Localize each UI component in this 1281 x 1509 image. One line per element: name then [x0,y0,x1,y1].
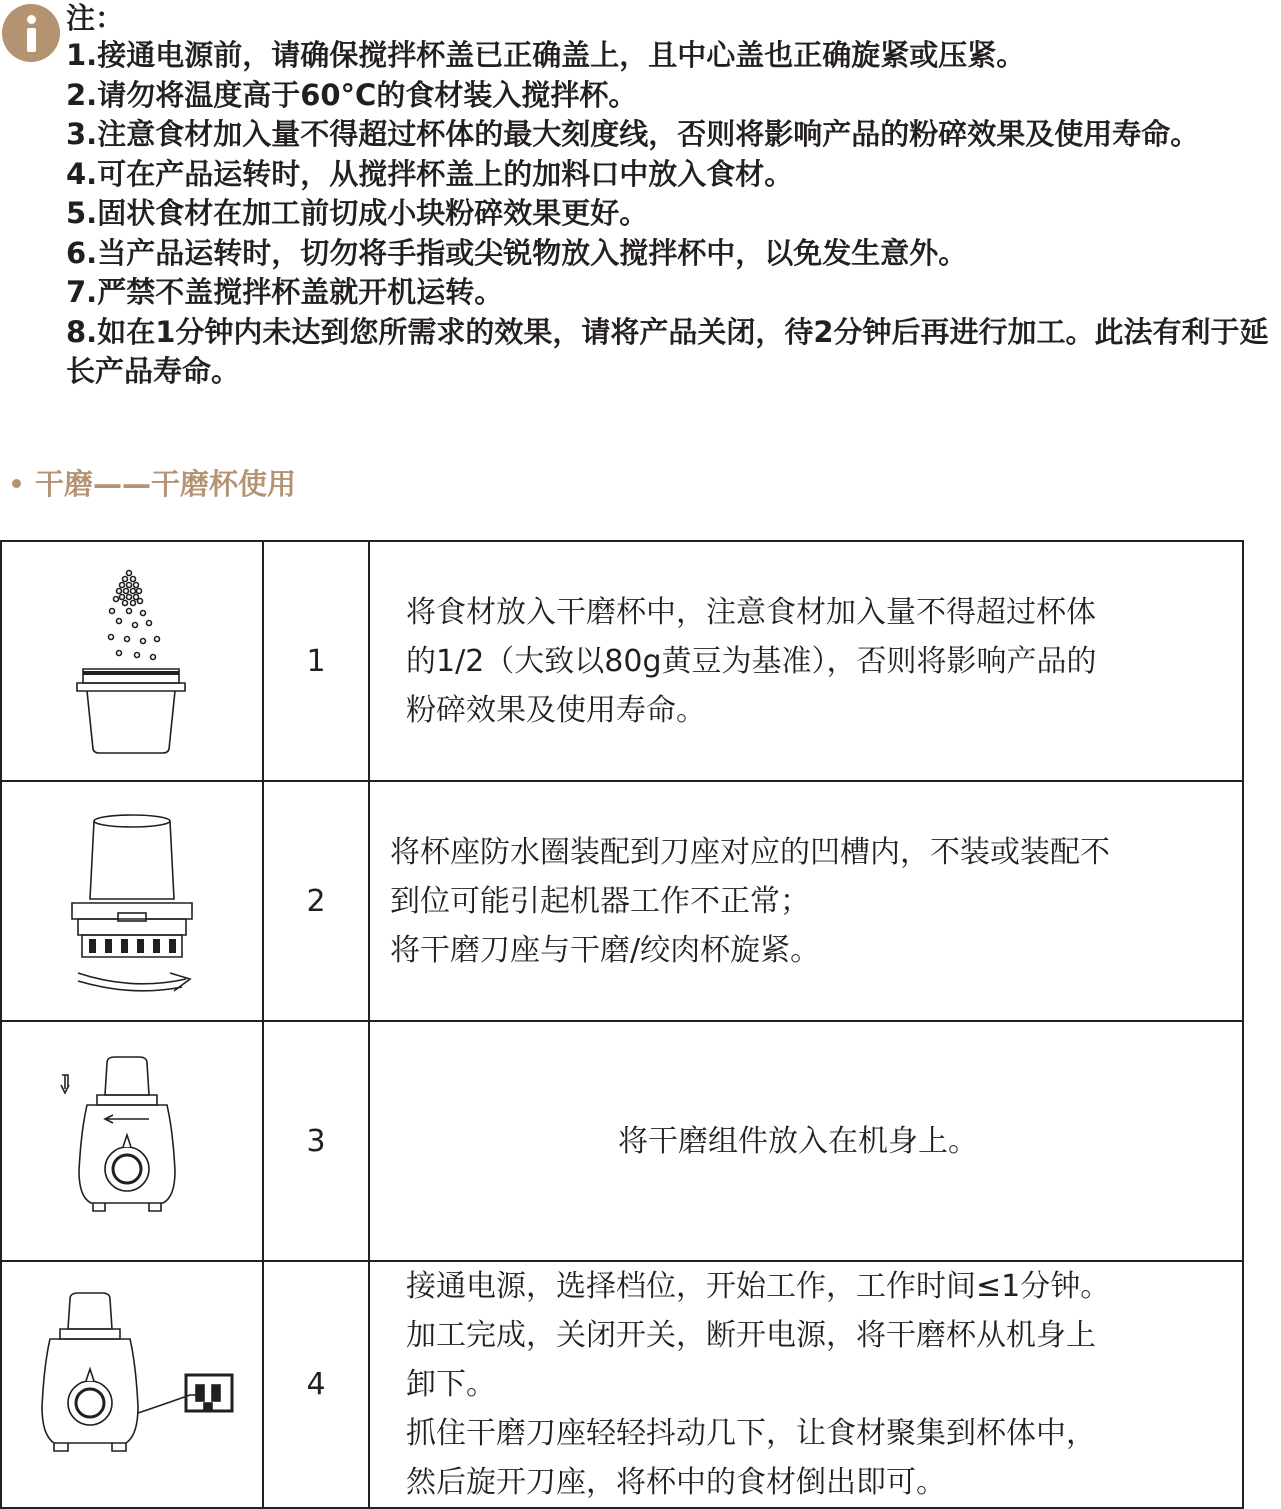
step-illustration [1,541,263,781]
bullet-icon [12,479,21,488]
note-item: 1.接通电源前，请确保搅拌杯盖已正确盖上，且中心盖也正确旋紧或压紧。 [66,38,1026,72]
cup-twist-base-icon [62,801,202,1001]
note-item: 3.注意食材加入量不得超过杯体的最大刻度线，否则将影响产品的粉碎效果及使用寿命。 [66,117,1200,151]
step-description [369,1021,1243,1261]
beans-into-cup-icon [67,561,197,761]
step-number: 2 [263,781,369,1021]
step-text-line: 将杯座防水圈装配到刀座对应的凹槽内，不装或装配不 [390,834,1110,870]
note-item: 8.如在1分钟内未达到您所需求的效果，请将产品关闭，待2分钟后再进行加工。此法有利于延长产品寿命。 [66,314,1269,388]
step-text-line: 将食材放入干磨杯中，注意食材加入量不得超过杯体 [406,594,1096,630]
info-icon [2,4,60,62]
step-illustration [1,1261,263,1508]
note-item: 7.严禁不盖搅拌杯盖就开机运转。 [66,275,504,309]
step-text-line: 到位可能引起机器工作不正常； [390,883,810,919]
note-item: 6.当产品运转时，切勿将手指或尖锐物放入搅拌杯中，以免发生意外。 [66,235,968,270]
step-text-line: 然后旋开刀座，将杯中的食材倒出即可。 [406,1465,946,1500]
step-text-line: 将干磨刀座与干磨/绞肉杯旋紧。 [390,932,821,968]
step-text-line: 加工完成，关闭开关，断开电源，将干磨杯从机身上 [406,1318,1096,1353]
step-number: 1 [263,541,369,781]
step-text-line: 抓住干磨刀座轻轻抖动几下，让食材聚集到杯体中， [406,1416,1096,1451]
section-title [12,464,296,504]
table-row [1,1021,1243,1261]
step-illustration [1,1021,263,1261]
step-illustration [1,781,263,1021]
step-description [369,1261,1243,1508]
step-text-line: 的1/2（大致以80g黄豆为基准），否则将影响产品的 [406,643,1097,679]
step-text-line: 接通电源，选择档位，开始工作，工作时间≤1分钟。 [406,1269,1111,1304]
table-row [1,541,1243,781]
plug-in-icon [22,1285,242,1485]
table-row [1,1261,1243,1508]
step-description [369,781,1243,1021]
steps-table [0,540,1244,1509]
note-item: 5.固状食材在加工前切成小块粉碎效果更好。 [66,196,649,230]
table-row [1,781,1243,1021]
step-text-line: 粉碎效果及使用寿命。 [406,692,706,728]
step-text-line: 将干磨组件放入在机身上。 [618,1123,978,1159]
step-text-line: 卸下。 [406,1367,496,1402]
notes-block [66,0,1278,392]
place-on-body-icon [57,1041,207,1241]
step-number: 4 [263,1261,369,1508]
notes-title: 注： [66,1,125,35]
step-description [369,541,1243,781]
step-number: 3 [263,1021,369,1261]
note-item: 2.请勿将温度高于60°C的食材装入搅拌杯。 [66,77,638,112]
section-title-text: 干磨——干磨杯使用 [35,467,297,501]
note-item: 4.可在产品运转时，从搅拌杯盖上的加料口中放入食材。 [66,156,794,191]
